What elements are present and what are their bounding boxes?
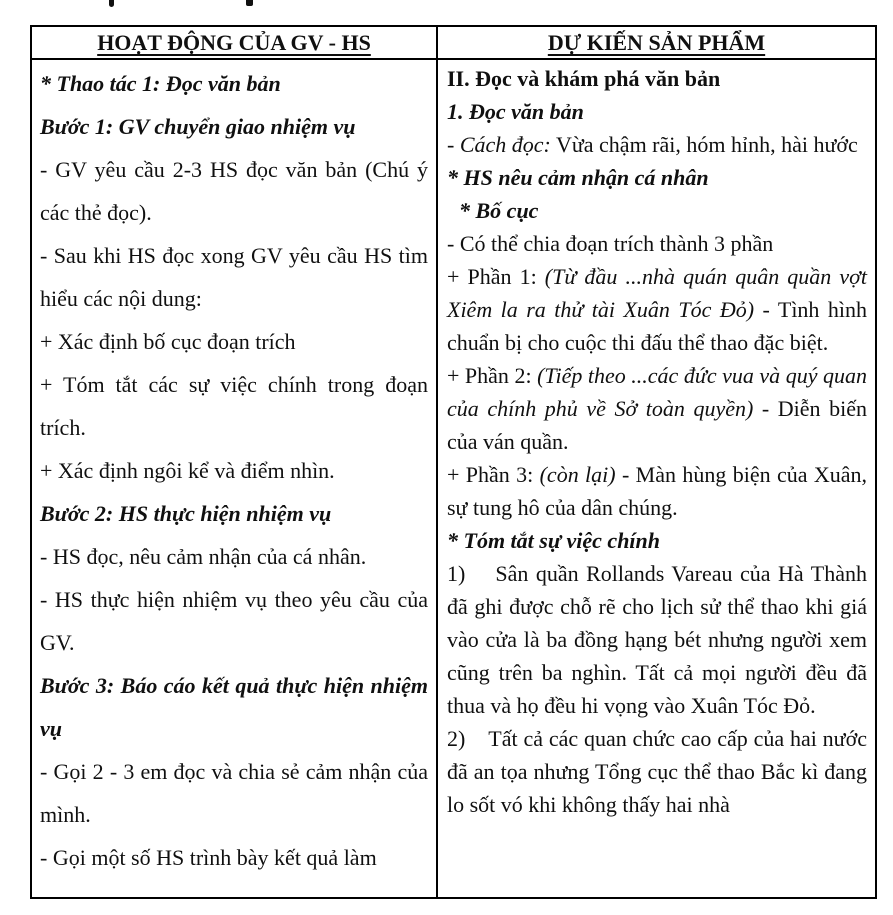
- paragraph: [447, 227, 867, 260]
- header-left-title: HOẠT ĐỘNG CỦA GV - HS: [97, 30, 371, 55]
- paragraph: [447, 359, 867, 458]
- paragraph: [40, 105, 428, 148]
- table-body-row: [32, 60, 875, 897]
- text-run-bi: * Tóm tắt sự việc chính: [447, 528, 661, 553]
- paragraph: [40, 535, 428, 578]
- text-run: + Tóm tắt các sự việc chính trong đoạn trích.: [40, 372, 428, 440]
- paragraph: [40, 320, 428, 363]
- paragraph: [40, 664, 428, 750]
- cropped-line-remnant: [109, 0, 114, 7]
- paragraph: [447, 161, 867, 194]
- text-run-b: II. Đọc và khám phá văn bản: [447, 66, 721, 91]
- text-run: + Xác định bố cục đoạn trích: [40, 329, 296, 354]
- cropped-line-remnant: [246, 0, 253, 6]
- text-run-bi: * Thao tác 1: Đọc văn bản: [40, 71, 281, 96]
- paragraph: [447, 128, 867, 161]
- text-run: + Phần 3:: [447, 462, 540, 487]
- paragraph: [40, 148, 428, 234]
- text-run: + Xác định ngôi kể và điểm nhìn.: [40, 458, 335, 483]
- paragraph: [447, 194, 867, 227]
- text-run-bi: Bước 3: Báo cáo kết quả thực hiện nhiệm vụ: [40, 673, 428, 741]
- paragraph: [447, 62, 867, 95]
- text-run: - Tình hình chuẩn bị cho cuộc thi đấu thể thao đặc biệt.: [447, 297, 867, 355]
- paragraph: [40, 363, 428, 449]
- text-run: -: [447, 132, 460, 157]
- paragraph: [447, 557, 867, 722]
- paragraph: [40, 449, 428, 492]
- header-cell-gv-hs: [32, 27, 438, 58]
- text-run: - Sau khi HS đọc xong GV yêu cầu HS tìm hiểu các nội dung:: [40, 243, 428, 311]
- text-run-i: (Tiếp theo ...các đức vua và quý quan của chính phủ về Sở toàn quyền): [447, 363, 867, 421]
- paragraph: [40, 234, 428, 320]
- text-run: - HS thực hiện nhiệm vụ theo yêu cầu của GV.: [40, 587, 428, 655]
- text-run: - Có thể chia đoạn trích thành 3 phần: [447, 231, 774, 256]
- table-header-row: [32, 27, 875, 60]
- activities-column: [32, 60, 438, 897]
- text-run-bi: Bước 2: HS thực hiện nhiệm vụ: [40, 501, 332, 526]
- lesson-plan-table: [30, 25, 877, 899]
- paragraph: [40, 750, 428, 836]
- text-run: + Phần 2:: [447, 363, 538, 388]
- paragraph: [447, 260, 867, 359]
- expected-products-column: [438, 60, 875, 897]
- text-run: Vừa chậm rãi, hóm hỉnh, hài hước: [550, 132, 858, 157]
- paragraph: [40, 578, 428, 664]
- text-run-i: (Từ đầu ...nhà quán quân quần vợt Xiêm la ra thử tài Xuân Tóc Đỏ): [447, 264, 867, 322]
- paragraph: [40, 62, 428, 105]
- text-run-bi: * Bố cục: [459, 198, 539, 223]
- paragraph: [447, 722, 867, 821]
- text-run-i: Cách đọc:: [459, 132, 551, 157]
- text-run: + Phần 1:: [447, 264, 545, 289]
- text-run-bi: 1. Đọc văn bản: [447, 99, 584, 124]
- paragraph: [40, 492, 428, 535]
- text-run: - GV yêu cầu 2-3 HS đọc văn bản (Chú ý các thẻ đọc).: [40, 157, 428, 225]
- text-run: - Diễn biến của ván quần.: [447, 396, 867, 454]
- paragraph: [447, 524, 867, 557]
- paragraph: [447, 95, 867, 128]
- text-run-i: (còn lại): [539, 462, 616, 487]
- header-right-title: DỰ KIẾN SẢN PHẨM: [547, 30, 766, 55]
- text-run: - Gọi một số HS trình bày kết quả làm: [40, 845, 377, 870]
- header-cell-du-kien: [438, 27, 875, 58]
- text-run: - Màn hùng biện của Xuân, sự tung hô của dân chúng.: [447, 462, 867, 520]
- text-run: - Gọi 2 - 3 em đọc và chia sẻ cảm nhận của mình.: [40, 759, 428, 827]
- text-run-bi: * HS nêu cảm nhận cá nhân: [447, 165, 709, 190]
- paragraph: [40, 836, 428, 879]
- text-run: 1) Sân quần Rollands Vareau của Hà Thành đã ghi được chỗ rẽ cho lịch sử thể thao khi giá vào cửa là ba đồng hạng bét nhưng người xem cũng trên ba nghìn. Tất cả mọi người đều đã thua và họ đều hi vọng vào Xuân Tóc Đỏ.: [447, 561, 867, 718]
- text-run: 2) Tất cả các quan chức cao cấp của hai nước đã an tọa nhưng Tổng cục thể thao Bắc kì đang lo sốt vó khi không thấy hai nhà: [447, 726, 867, 817]
- text-run: - HS đọc, nêu cảm nhận của cá nhân.: [40, 544, 367, 569]
- paragraph: [447, 458, 867, 524]
- text-run-bi: Bước 1: GV chuyển giao nhiệm vụ: [40, 114, 356, 139]
